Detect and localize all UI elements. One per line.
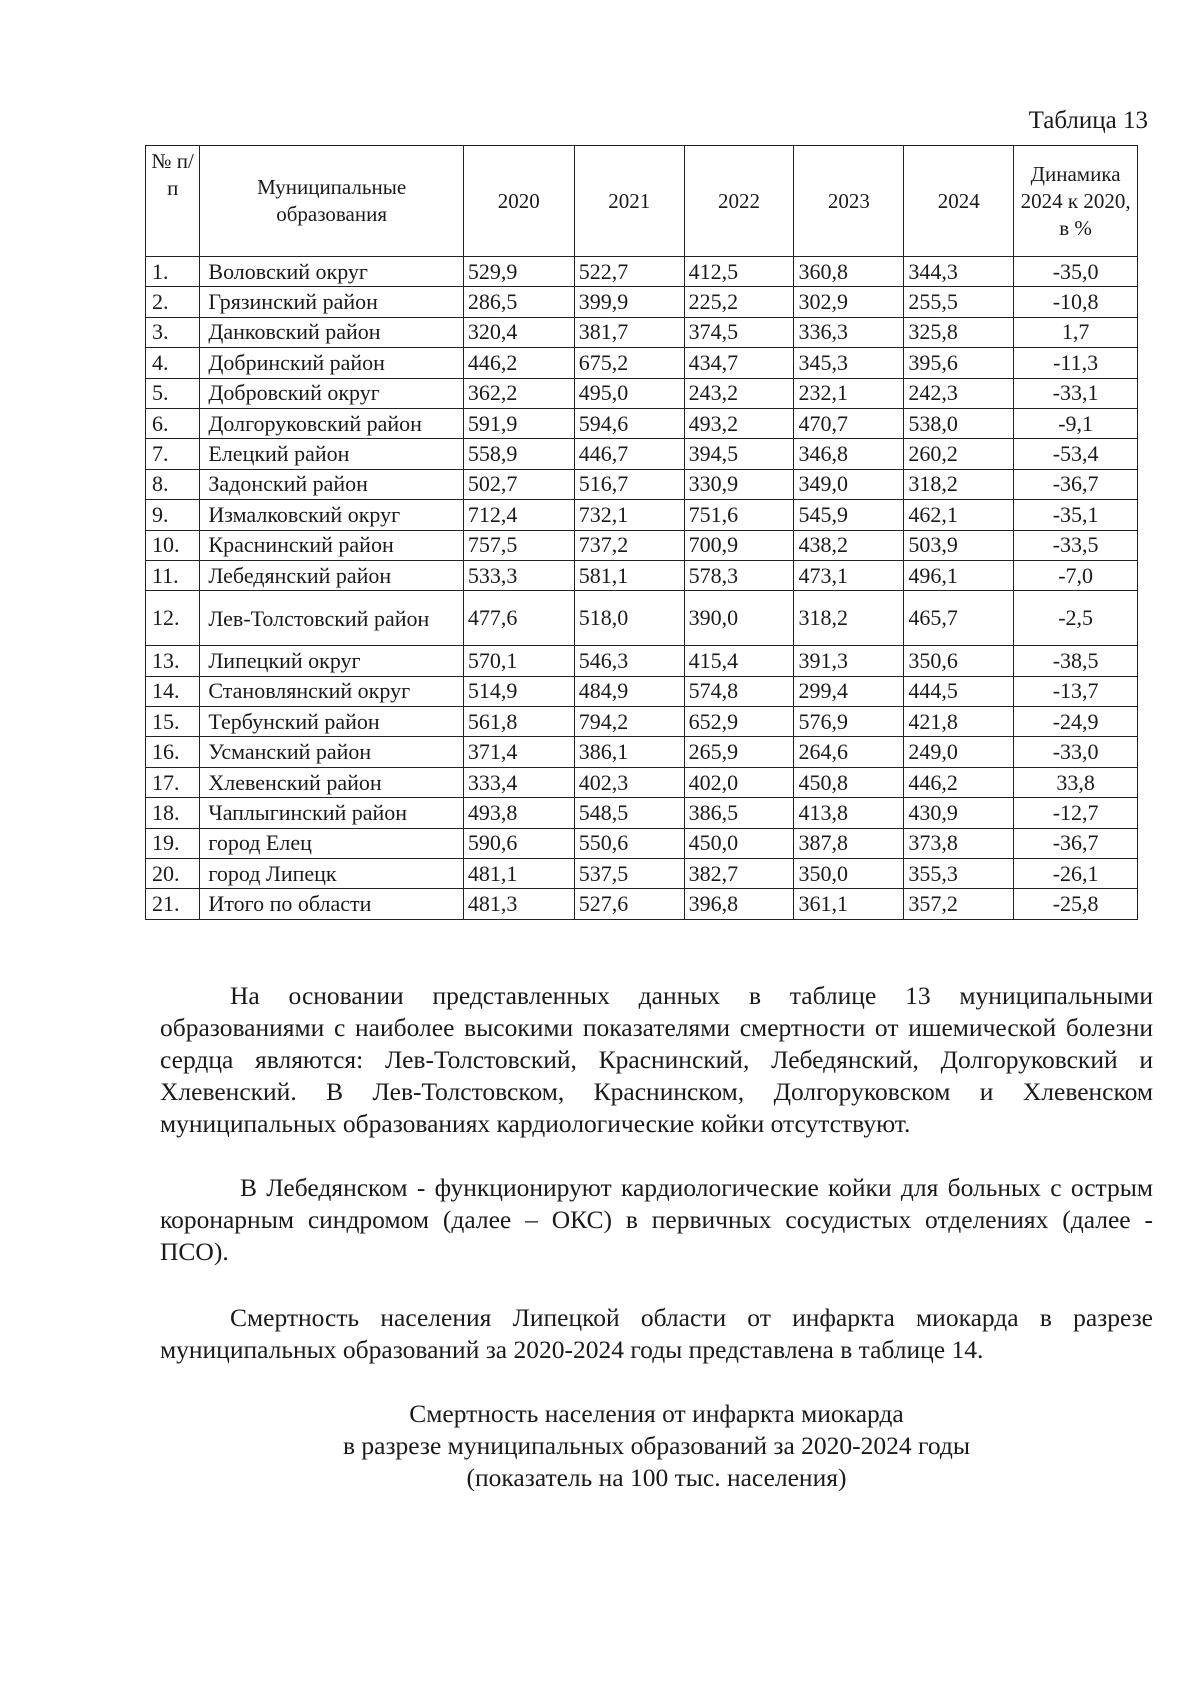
cell-2021: 546,3 bbox=[574, 646, 684, 676]
cell-2020: 477,6 bbox=[463, 591, 574, 646]
cell-2024: 357,2 bbox=[904, 889, 1014, 919]
cell-2020: 533,3 bbox=[463, 560, 574, 590]
cell-2023: 336,3 bbox=[794, 317, 904, 347]
cell-2024: 430,9 bbox=[904, 798, 1014, 828]
cell-name: Добринский район bbox=[200, 348, 463, 378]
cell-2020: 514,9 bbox=[463, 676, 574, 706]
cell-num: 14. bbox=[146, 676, 200, 706]
table-row bbox=[146, 408, 1138, 438]
cell-2021: 732,1 bbox=[574, 500, 684, 530]
table-row bbox=[146, 859, 1138, 889]
cell-2022: 396,8 bbox=[684, 889, 794, 919]
cell-dynamics: -10,8 bbox=[1014, 287, 1138, 317]
cell-dynamics: -36,7 bbox=[1014, 828, 1138, 858]
cell-2020: 591,9 bbox=[463, 408, 574, 438]
cell-2022: 700,9 bbox=[684, 530, 794, 560]
paragraph-table14-intro: Смертность населения Липецкой области от инфаркта миокарда в разрезе муниципальных образований за 2020-2024 годы представлена в таблице 14. bbox=[160, 1303, 1153, 1364]
cell-dynamics: -38,5 bbox=[1014, 646, 1138, 676]
cell-num: 1. bbox=[146, 257, 200, 287]
cell-name: Задонский район bbox=[200, 469, 463, 499]
table-header-row bbox=[146, 146, 1138, 257]
table-row bbox=[146, 378, 1138, 408]
cell-2023: 545,9 bbox=[794, 500, 904, 530]
cell-name: Липецкий округ bbox=[200, 646, 463, 676]
header-2024: 2024 bbox=[904, 146, 1014, 257]
cell-2022: 330,9 bbox=[684, 469, 794, 499]
cell-2022: 265,9 bbox=[684, 737, 794, 767]
cell-2023: 345,3 bbox=[794, 348, 904, 378]
cell-2020: 320,4 bbox=[463, 317, 574, 347]
cell-name: Грязинский район bbox=[200, 287, 463, 317]
cell-2020: 502,7 bbox=[463, 469, 574, 499]
cell-2023: 360,8 bbox=[794, 257, 904, 287]
cell-2021: 594,6 bbox=[574, 408, 684, 438]
paragraph-ihd-leaders: На основании представленных данных в таблице 13 муниципальными образованиями с наиболее высокими показателями смертности от ишемической болезни сердца являются: Лев-Толстовский, Краснинский, Лебедянский, Долгоруковский и Хлевенский. В Лев-Толстовском, Краснинском, Долгоруковском и Хлевенском муниципальных образованиях кардиологические койки отсутствуют. bbox=[160, 981, 1153, 1138]
cell-2024: 373,8 bbox=[904, 828, 1014, 858]
cell-dynamics: -11,3 bbox=[1014, 348, 1138, 378]
cell-2024: 503,9 bbox=[904, 530, 1014, 560]
cell-2023: 302,9 bbox=[794, 287, 904, 317]
cell-num: 15. bbox=[146, 707, 200, 737]
cell-2021: 548,5 bbox=[574, 798, 684, 828]
cell-2023: 318,2 bbox=[794, 591, 904, 646]
cell-dynamics: -26,1 bbox=[1014, 859, 1138, 889]
cell-2022: 225,2 bbox=[684, 287, 794, 317]
cell-2022: 382,7 bbox=[684, 859, 794, 889]
cell-name: Елецкий район bbox=[200, 439, 463, 469]
cell-2023: 391,3 bbox=[794, 646, 904, 676]
cell-num: 3. bbox=[146, 317, 200, 347]
table-row bbox=[146, 439, 1138, 469]
cell-2024: 465,7 bbox=[904, 591, 1014, 646]
cell-2020: 529,9 bbox=[463, 257, 574, 287]
cell-2021: 402,3 bbox=[574, 767, 684, 797]
table-row bbox=[146, 737, 1138, 767]
cell-num: 2. bbox=[146, 287, 200, 317]
table-row bbox=[146, 500, 1138, 530]
cell-name: Лев-Толстовский район bbox=[200, 591, 463, 646]
header-name: Муниципальные образования bbox=[200, 146, 463, 257]
cell-2020: 570,1 bbox=[463, 646, 574, 676]
cell-num: 17. bbox=[146, 767, 200, 797]
cell-2023: 470,7 bbox=[794, 408, 904, 438]
cell-dynamics: -25,8 bbox=[1014, 889, 1138, 919]
cell-2021: 550,6 bbox=[574, 828, 684, 858]
table-row bbox=[146, 707, 1138, 737]
cell-2024: 444,5 bbox=[904, 676, 1014, 706]
cell-name: город Елец bbox=[200, 828, 463, 858]
cell-num: 21. bbox=[146, 889, 200, 919]
cell-num: 12. bbox=[146, 591, 200, 646]
cell-2021: 495,0 bbox=[574, 378, 684, 408]
cell-2020: 333,4 bbox=[463, 767, 574, 797]
cell-2023: 576,9 bbox=[794, 707, 904, 737]
cell-dynamics: -35,1 bbox=[1014, 500, 1138, 530]
table-row bbox=[146, 348, 1138, 378]
cell-2024: 344,3 bbox=[904, 257, 1014, 287]
table-row bbox=[146, 798, 1138, 828]
cell-num: 7. bbox=[146, 439, 200, 469]
cell-2020: 481,3 bbox=[463, 889, 574, 919]
cell-num: 6. bbox=[146, 408, 200, 438]
next-table-title-line3: (показатель на 100 тыс. населения) bbox=[466, 1463, 847, 1492]
cell-2020: 757,5 bbox=[463, 530, 574, 560]
header-2023: 2023 bbox=[794, 146, 904, 257]
cell-2023: 349,0 bbox=[794, 469, 904, 499]
header-num: № п/п bbox=[146, 146, 200, 257]
cell-name: Чаплыгинский район bbox=[200, 798, 463, 828]
cell-2022: 450,0 bbox=[684, 828, 794, 858]
cell-num: 8. bbox=[146, 469, 200, 499]
cell-dynamics: 1,7 bbox=[1014, 317, 1138, 347]
cell-2020: 371,4 bbox=[463, 737, 574, 767]
cell-2022: 434,7 bbox=[684, 348, 794, 378]
cell-name: Долгоруковский район bbox=[200, 408, 463, 438]
cell-2021: 386,1 bbox=[574, 737, 684, 767]
cell-2022: 243,2 bbox=[684, 378, 794, 408]
cell-2023: 299,4 bbox=[794, 676, 904, 706]
cell-2022: 751,6 bbox=[684, 500, 794, 530]
cell-dynamics: -53,4 bbox=[1014, 439, 1138, 469]
cell-num: 16. bbox=[146, 737, 200, 767]
cell-2020: 493,8 bbox=[463, 798, 574, 828]
cell-2021: 537,5 bbox=[574, 859, 684, 889]
cell-2024: 350,6 bbox=[904, 646, 1014, 676]
cell-2022: 386,5 bbox=[684, 798, 794, 828]
cell-name: Краснинский район bbox=[200, 530, 463, 560]
next-table-title-line2: в разрезе муниципальных образований за 2020-2024 годы bbox=[342, 1431, 970, 1460]
cell-2021: 675,2 bbox=[574, 348, 684, 378]
cell-2022: 374,5 bbox=[684, 317, 794, 347]
cell-name: Данковский район bbox=[200, 317, 463, 347]
table-row bbox=[146, 767, 1138, 797]
cell-dynamics: -35,0 bbox=[1014, 257, 1138, 287]
cell-2022: 390,0 bbox=[684, 591, 794, 646]
cell-name: Измалковский округ bbox=[200, 500, 463, 530]
cell-2024: 395,6 bbox=[904, 348, 1014, 378]
cell-name: Воловский округ bbox=[200, 257, 463, 287]
cell-2020: 558,9 bbox=[463, 439, 574, 469]
cell-name: Тербунский район bbox=[200, 707, 463, 737]
header-dynamics: Динамика 2024 к 2020, в % bbox=[1014, 146, 1138, 257]
cell-2020: 712,4 bbox=[463, 500, 574, 530]
cell-2021: 484,9 bbox=[574, 676, 684, 706]
table-row bbox=[146, 560, 1138, 590]
cell-2024: 446,2 bbox=[904, 767, 1014, 797]
cell-2023: 450,8 bbox=[794, 767, 904, 797]
cell-2024: 355,3 bbox=[904, 859, 1014, 889]
table-row bbox=[146, 530, 1138, 560]
cell-2023: 387,8 bbox=[794, 828, 904, 858]
cell-2021: 522,7 bbox=[574, 257, 684, 287]
cell-2022: 402,0 bbox=[684, 767, 794, 797]
cell-2024: 242,3 bbox=[904, 378, 1014, 408]
cell-2024: 462,1 bbox=[904, 500, 1014, 530]
cell-2021: 518,0 bbox=[574, 591, 684, 646]
cell-2022: 394,5 bbox=[684, 439, 794, 469]
cell-dynamics: -33,5 bbox=[1014, 530, 1138, 560]
cell-2021: 399,9 bbox=[574, 287, 684, 317]
table-row bbox=[146, 828, 1138, 858]
cell-dynamics: -13,7 bbox=[1014, 676, 1138, 706]
cell-2022: 578,3 bbox=[684, 560, 794, 590]
cell-2024: 421,8 bbox=[904, 707, 1014, 737]
cell-num: 19. bbox=[146, 828, 200, 858]
cell-num: 18. bbox=[146, 798, 200, 828]
cell-2021: 737,2 bbox=[574, 530, 684, 560]
cell-2024: 318,2 bbox=[904, 469, 1014, 499]
cell-dynamics: -33,0 bbox=[1014, 737, 1138, 767]
table-caption: Таблица 13 bbox=[1028, 107, 1148, 134]
cell-2023: 361,1 bbox=[794, 889, 904, 919]
cell-name: Усманский район bbox=[200, 737, 463, 767]
cell-2023: 346,8 bbox=[794, 439, 904, 469]
cell-2020: 362,2 bbox=[463, 378, 574, 408]
cell-num: 13. bbox=[146, 646, 200, 676]
cell-2022: 574,8 bbox=[684, 676, 794, 706]
cell-num: 11. bbox=[146, 560, 200, 590]
cell-num: 20. bbox=[146, 859, 200, 889]
cell-2024: 496,1 bbox=[904, 560, 1014, 590]
cell-2021: 527,6 bbox=[574, 889, 684, 919]
header-2022: 2022 bbox=[684, 146, 794, 257]
cell-2021: 381,7 bbox=[574, 317, 684, 347]
cell-dynamics: -2,5 bbox=[1014, 591, 1138, 646]
cell-2021: 516,7 bbox=[574, 469, 684, 499]
cell-2020: 481,1 bbox=[463, 859, 574, 889]
cell-2020: 286,5 bbox=[463, 287, 574, 317]
cell-2022: 415,4 bbox=[684, 646, 794, 676]
cell-2023: 350,0 bbox=[794, 859, 904, 889]
mortality-table bbox=[145, 145, 1138, 920]
cell-num: 5. bbox=[146, 378, 200, 408]
cell-2023: 264,6 bbox=[794, 737, 904, 767]
table-row bbox=[146, 591, 1138, 646]
table-row bbox=[146, 257, 1138, 287]
cell-num: 9. bbox=[146, 500, 200, 530]
table-row bbox=[146, 469, 1138, 499]
table-row bbox=[146, 889, 1138, 919]
cell-name: Добровский округ bbox=[200, 378, 463, 408]
cell-2022: 412,5 bbox=[684, 257, 794, 287]
cell-2022: 493,2 bbox=[684, 408, 794, 438]
next-table-title bbox=[160, 1398, 1153, 1494]
cell-dynamics: -7,0 bbox=[1014, 560, 1138, 590]
cell-dynamics: -9,1 bbox=[1014, 408, 1138, 438]
cell-2024: 249,0 bbox=[904, 737, 1014, 767]
cell-2020: 446,2 bbox=[463, 348, 574, 378]
cell-2024: 255,5 bbox=[904, 287, 1014, 317]
cell-2024: 260,2 bbox=[904, 439, 1014, 469]
next-table-title-line1: Смертность населения от инфаркта миокарда bbox=[409, 1399, 904, 1428]
cell-name: Становлянский округ bbox=[200, 676, 463, 706]
cell-num: 10. bbox=[146, 530, 200, 560]
paragraph-lebedyan: В Лебедянском - функционируют кардиологические койки для больных с острым коронарным синдромом (далее – ОКС) в первичных сосудистых отделениях (далее - ПСО). bbox=[160, 1173, 1153, 1266]
cell-name: Итого по области bbox=[200, 889, 463, 919]
cell-num: 4. bbox=[146, 348, 200, 378]
cell-dynamics: -24,9 bbox=[1014, 707, 1138, 737]
cell-name: Хлевенский район bbox=[200, 767, 463, 797]
cell-2021: 446,7 bbox=[574, 439, 684, 469]
table-body bbox=[146, 257, 1138, 920]
header-2020: 2020 bbox=[463, 146, 574, 257]
cell-2020: 561,8 bbox=[463, 707, 574, 737]
cell-2020: 590,6 bbox=[463, 828, 574, 858]
cell-2024: 325,8 bbox=[904, 317, 1014, 347]
cell-dynamics: -36,7 bbox=[1014, 469, 1138, 499]
cell-dynamics: -12,7 bbox=[1014, 798, 1138, 828]
table-row bbox=[146, 287, 1138, 317]
table-row bbox=[146, 676, 1138, 706]
cell-dynamics: -33,1 bbox=[1014, 378, 1138, 408]
cell-2022: 652,9 bbox=[684, 707, 794, 737]
header-2021: 2021 bbox=[574, 146, 684, 257]
cell-name: Лебедянский район bbox=[200, 560, 463, 590]
cell-2023: 473,1 bbox=[794, 560, 904, 590]
cell-name: город Липецк bbox=[200, 859, 463, 889]
cell-2021: 794,2 bbox=[574, 707, 684, 737]
cell-2024: 538,0 bbox=[904, 408, 1014, 438]
table-row bbox=[146, 646, 1138, 676]
cell-2023: 232,1 bbox=[794, 378, 904, 408]
cell-2023: 438,2 bbox=[794, 530, 904, 560]
table-row bbox=[146, 317, 1138, 347]
cell-2023: 413,8 bbox=[794, 798, 904, 828]
cell-2021: 581,1 bbox=[574, 560, 684, 590]
cell-dynamics: 33,8 bbox=[1014, 767, 1138, 797]
